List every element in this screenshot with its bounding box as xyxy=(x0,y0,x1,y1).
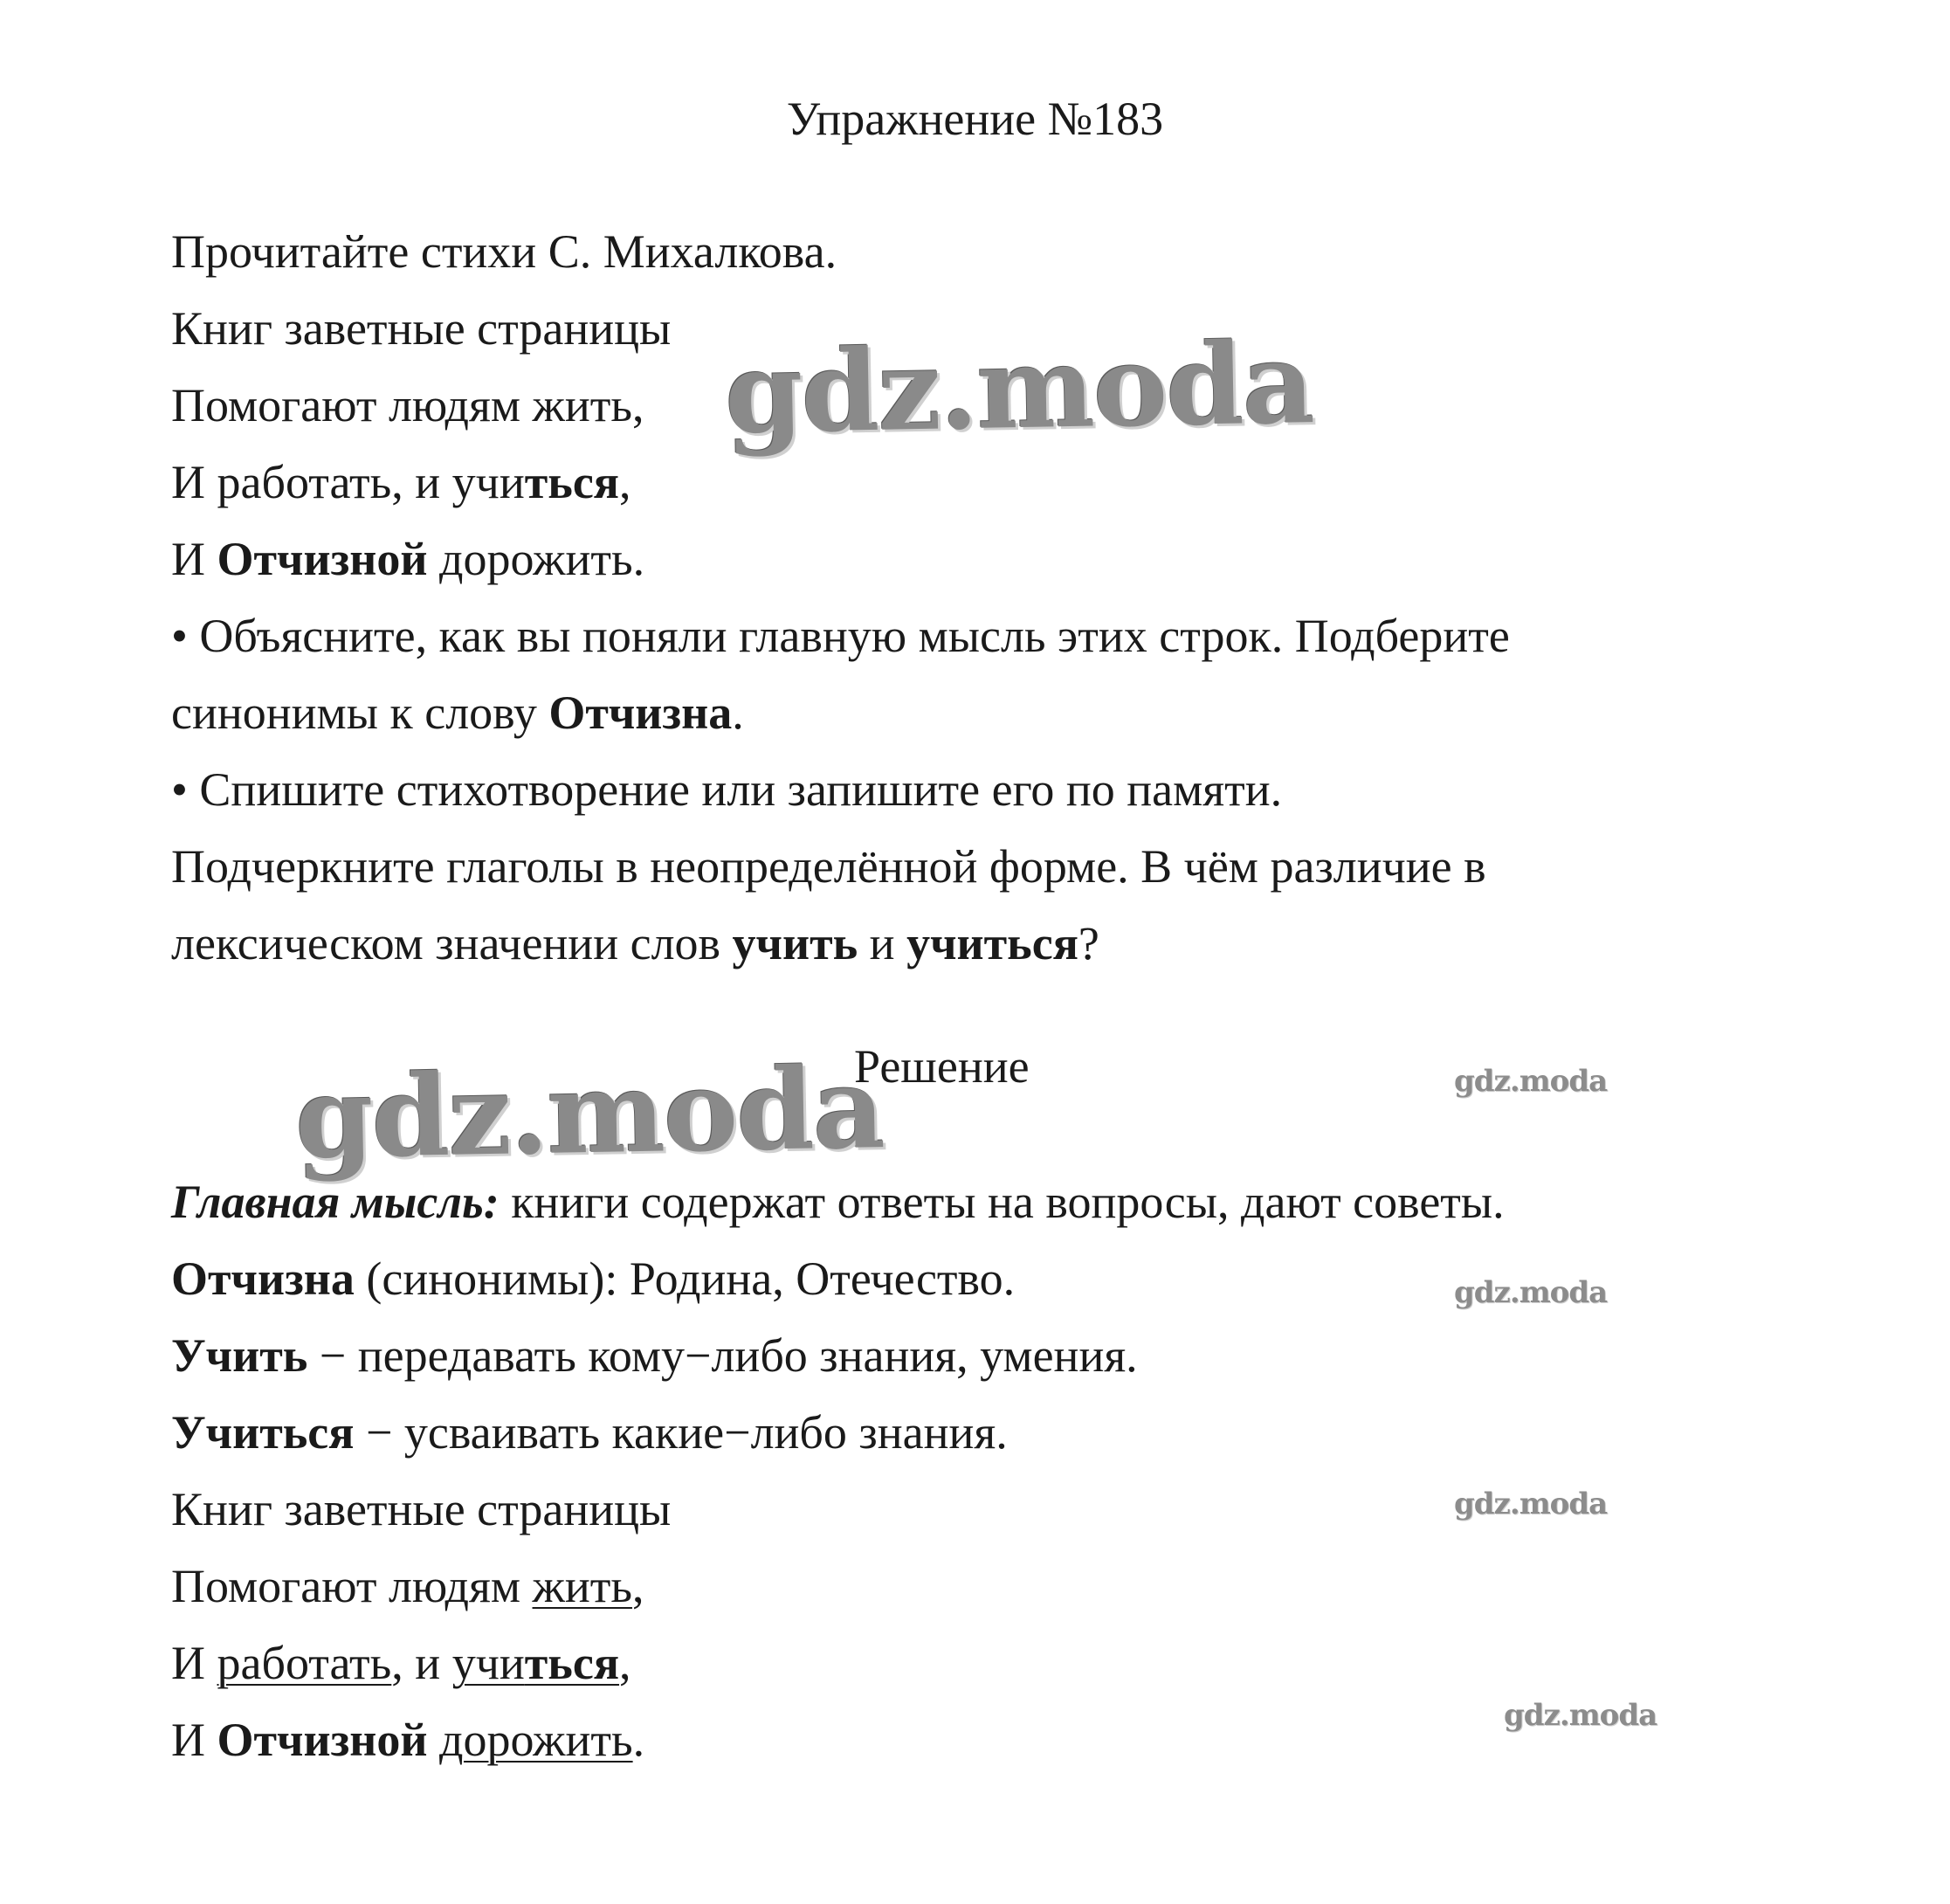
answer-poem-line-4: И Отчизной дорожить. xyxy=(171,1714,645,1766)
page-title: Упражнение №183 xyxy=(786,93,1164,145)
synonyms: Отчизна (синонимы): Родина, Отечество. xyxy=(171,1252,1016,1305)
question-2-line-2: Подчеркните глаголы в неопределённой форме. В чём различие в xyxy=(171,840,1486,893)
question-2-line-1: • Спишите стихотворение или запишите его по памяти. xyxy=(171,763,1283,816)
question-1-line-1: • Объясните, как вы поняли главную мысль этих строк. Подберите xyxy=(171,610,1510,662)
watermark-large: gdz.moda xyxy=(293,1043,885,1184)
poem-line-4: И Отчизной дорожить. xyxy=(171,533,645,585)
watermark-small: gdz.moda xyxy=(1454,1487,1608,1521)
task-intro: Прочитайте стихи С. Михалкова. xyxy=(171,225,837,278)
answer-poem-line-2: Помогают людям жить, xyxy=(171,1560,644,1612)
answer-poem-line-1: Книг заветные страницы xyxy=(171,1483,672,1535)
question-1-line-2: синонимы к слову Отчизна. xyxy=(171,686,744,739)
question-2-line-3: лексическом значении слов учить и учиться? xyxy=(171,917,1099,969)
watermark-large: gdz.moda xyxy=(723,318,1314,459)
definition-learn: Учиться − усваивать какие−либо знания. xyxy=(171,1406,1008,1459)
watermark-small: gdz.moda xyxy=(1454,1275,1608,1310)
answer-poem-line-3: И работать, и учиться, xyxy=(171,1637,631,1689)
poem-line-1: Книг заветные страницы xyxy=(171,302,672,355)
watermark-small: gdz.moda xyxy=(1504,1698,1657,1733)
solution-heading: Решение xyxy=(854,1040,1030,1093)
poem-line-2: Помогают людям жить, xyxy=(171,379,644,431)
main-idea: Главная мысль: книги содержат ответы на вопросы, дают советы. xyxy=(171,1176,1505,1228)
definition-teach: Учить − передавать кому−либо знания, умения. xyxy=(171,1329,1138,1382)
poem-line-3: И работать, и учиться, xyxy=(171,456,631,508)
watermark-small: gdz.moda xyxy=(1454,1064,1608,1099)
